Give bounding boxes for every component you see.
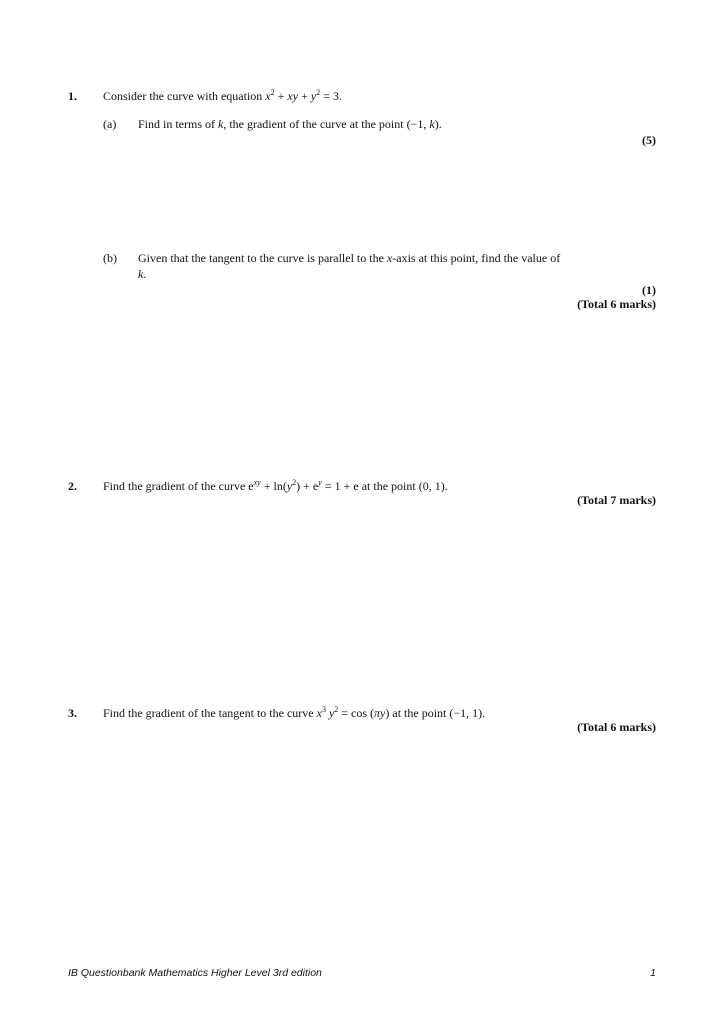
question-1a-text: Find in terms of k, the gradient of the curve at the point (−1, k). [138, 117, 442, 131]
question-1-total-marks: (Total 6 marks) [577, 297, 656, 311]
question-1-number: 1. [68, 89, 77, 103]
question-1a-marks: (5) [642, 133, 656, 147]
question-1b-text-line2: k. [138, 267, 147, 281]
question-1b-text-line1: Given that the tangent to the curve is parallel to the x-axis at this point, find the value of [138, 251, 561, 265]
question-2-text: Find the gradient of the curve $e^{xy} + \ln(y^2) + e^y = 1 + e$ at the point (0, 1). [103, 478, 448, 493]
question-2-total-marks: (Total 7 marks) [577, 493, 656, 507]
question-1b-marks: (1) [642, 283, 656, 297]
footer-page-number: 1 [650, 967, 656, 979]
question-3-equation: $x^3$ $y^2 = \cos (\pi y)$ [316, 705, 390, 720]
question-1-stem [103, 89, 342, 104]
question-1a-label: (a) [103, 117, 117, 131]
question-3-text: Find the gradient of the tangent to the curve $x^3$ $y^2 = \cos (\pi y)$ at the point (−1, 1). [103, 705, 486, 720]
question-1b-label: (b) [103, 251, 117, 265]
question-1-stem-text: Consider the curve with equation [103, 89, 266, 103]
question-1-equation: $x^2$ + xy + $y^2 = 3$. [265, 88, 342, 103]
footer-source: IB Questionbank Mathematics Higher Level 3rd edition [68, 967, 322, 979]
question-3-number: 3. [68, 706, 77, 720]
question-2-number: 2. [68, 479, 77, 493]
question-3-total-marks: (Total 6 marks) [577, 720, 656, 734]
